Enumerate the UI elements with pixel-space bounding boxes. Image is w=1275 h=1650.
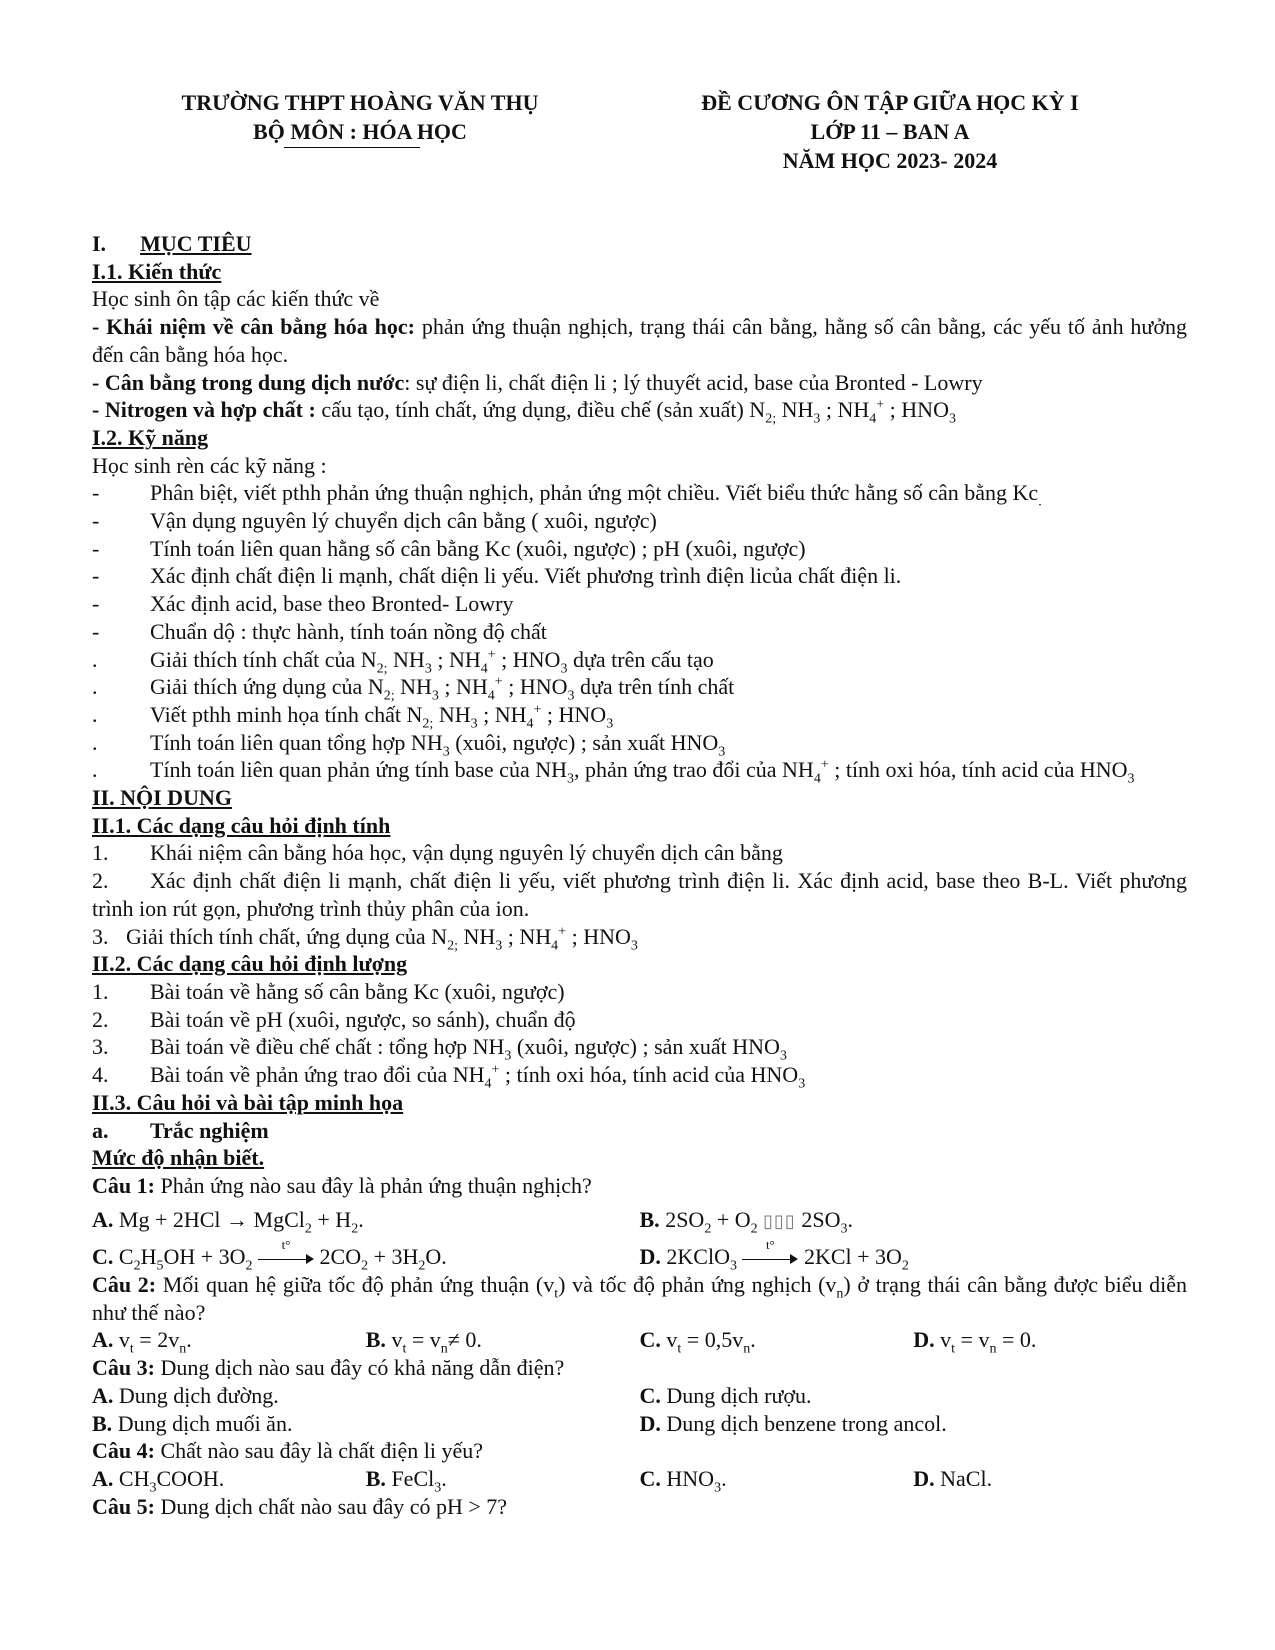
question-label: Câu 3: — [92, 1355, 155, 1381]
question-text: Chất nào sau đây là chất điện li yếu? — [154, 1438, 484, 1464]
knowledge-item-1-text: phản ứng thuận nghịch, trạng thái cân bằng, hằng số cân bằng, các yếu tố ảnh hưởng đến cân bằng hóa học. — [92, 314, 1187, 367]
skill-text: Tính toán liên quan tổng hợp NH — [150, 729, 443, 755]
option-d: D. Dung dịch benzene trong ancol. — [639, 1410, 947, 1436]
list-dash: - — [92, 480, 100, 506]
question-1-options-row-2 — [92, 1237, 1187, 1274]
skill-text: (xuôi, ngược) ; sản xuất HNO — [449, 729, 719, 755]
skill-text: dựa trên tính chất — [574, 674, 735, 700]
section-1-heading — [92, 230, 1187, 258]
item-text: Giải thích tính chất, ứng dụng của — [126, 923, 432, 949]
difficulty-level: Mức độ nhận biết. — [92, 1145, 265, 1171]
skill-text: dựa trên cấu tạo — [567, 646, 714, 672]
knowledge-item-1 — [92, 313, 1187, 368]
skills-heading: I.2. Kỹ năng — [92, 424, 209, 450]
qualitative-item: 3. Giải thích tính chất, ứng dụng của $N_{2;}$ $NH_3$ ; $NH_4^+$ ; $HNO_3$ — [92, 923, 638, 953]
skill-item: . Giải thích ứng dụng của $N_{2;}$ $NH_3$ ; $NH_4^+$ ; $HNO_3$ dựa trên tính chất — [92, 674, 735, 704]
qualitative-heading: II.1. Các dạng câu hỏi định tính — [92, 812, 391, 838]
skill-text: Tính toán liên quan hằng số cân bằng Kc (xuôi, ngược) ; pH (xuôi, ngược) — [150, 535, 806, 561]
skill-item — [92, 507, 1187, 535]
item-text: ; tính oxi hóa, tính acid của HNO — [499, 1062, 799, 1088]
option-a: A. $v_t = 2v_n$. — [92, 1327, 192, 1357]
option-d: D. 2KClO$_3$ t° $2KCl + 3O_2$ — [639, 1237, 909, 1274]
knowledge-item-2-label: - Cân bằng trong dung dịch nước — [92, 369, 405, 395]
option-b: B. $2SO_2 + O_2$ ▯▯▯ $2SO_3$. — [639, 1206, 853, 1236]
option-a: A. Dung dịch đường. — [92, 1382, 279, 1408]
item-text: Bài toán về pH (xuôi, ngược, so sánh), chuẩn độ — [150, 1006, 576, 1032]
skill-item: . Giải thích tính chất của $N_{2;}$ $NH_3$ ; $NH_4^+$ ; $HNO_3$ dựa trên cấu tạo — [92, 646, 714, 676]
section-1-title: MỤC TIÊU — [140, 231, 252, 256]
knowledge-item-2-text: : sự điện li, chất điện li ; lý thuyết acid, base của Bronted - Lowry — [404, 369, 983, 395]
option-d: D. NaCl. — [913, 1465, 993, 1491]
item-number: 2. — [92, 868, 109, 894]
option-c: C. $v_t = 0,5v_n$. — [639, 1327, 756, 1357]
question-1 — [92, 1172, 1187, 1200]
formula-n2: $N_2$ — [749, 397, 773, 427]
skill-text: Viết pthh minh họa tính chất — [150, 701, 407, 727]
skill-item — [92, 562, 1187, 590]
list-dot: . — [92, 646, 98, 672]
document-body — [92, 230, 1187, 1520]
skill-text: Tính toán liên quan phản ứng tính base của NH — [150, 757, 567, 783]
header-right — [650, 88, 1130, 175]
qualitative-item — [92, 839, 1187, 867]
item-text: Khái niệm cân bằng hóa học, vận dụng nguyên lý chuyển dịch cân bằng — [150, 840, 783, 866]
item-number: 2. — [92, 1006, 109, 1032]
school-year: NĂM HỌC 2023- 2024 — [782, 148, 998, 173]
question-2: Câu 2: Mối quan hệ giữa tốc độ phản ứng thuận $(v_t)$ và tốc độ phản ứng nghịch $(v_n)$ ở trạng thái cân bằng được biểu diễn như thế nào? — [92, 1272, 1188, 1325]
question-label: Câu 4: — [92, 1438, 155, 1464]
list-dash: - — [92, 563, 100, 589]
skill-item — [92, 479, 1187, 510]
item-number: 1. — [92, 840, 109, 866]
item-text: Bài toán về phản ứng trao đổi của NH — [150, 1062, 485, 1088]
item-text: Bài toán về hằng số cân bằng Kc (xuôi, ngược) — [150, 978, 565, 1004]
item-text: Xác định chất điện li mạnh, chất điện li yếu, viết phương trình điện li. Xác định acid, base theo B-L. Viết phương trình ion rút gọn, phương trình thủy phân của ion. — [92, 868, 1187, 921]
multiple-choice-heading — [92, 1117, 1187, 1145]
item-number: 1. — [92, 978, 109, 1004]
header-underline — [284, 147, 420, 148]
option-a: A. Mg + 2HCl → MgCl$_2$ + $H_2$. — [92, 1206, 364, 1236]
formula-separator: ; — [772, 411, 777, 427]
item-text: Bài toán về điều chế chất : tổng hợp NH — [150, 1034, 505, 1060]
list-dash: - — [92, 508, 100, 534]
skill-text: ; tính oxi hóa, tính acid của HNO — [828, 757, 1128, 783]
section-2-heading: II. NỘI DUNG — [92, 785, 232, 811]
question-3 — [92, 1354, 1187, 1382]
quantitative-item: 3. Bài toán về điều chế chất : tổng hợp $NH_3$ (xuôi, ngược) ; sản xuất $HNO_3$ — [92, 1034, 787, 1064]
item-letter: a. — [92, 1117, 109, 1143]
skill-item: . Viết pthh minh họa tính chất $N_{2;}$ $NH_3$ ; $NH_4^+$ ; $HNO_3$ — [92, 701, 614, 732]
option-b: B. Dung dịch muối ăn. — [92, 1410, 293, 1436]
skill-text: Giải thích tính chất của — [150, 646, 361, 672]
qualitative-item — [92, 867, 1187, 922]
item-number: 3. — [92, 1034, 109, 1060]
question-2-options — [92, 1326, 1187, 1357]
formula-separator: ; — [820, 397, 838, 423]
reaction-arrow: t° — [742, 1252, 798, 1266]
grade: LỚP 11 – BAN A — [810, 119, 970, 144]
skill-text: Xác định acid, base theo Bronted- Lowry — [150, 591, 514, 617]
option-d: D. $v_t = v_n = 0$. — [913, 1327, 1037, 1357]
skill-item — [92, 535, 1187, 563]
section-1-number: I. — [92, 231, 107, 256]
header-left — [150, 88, 570, 148]
skill-text: Vận dụng nguyên lý chuyển dịch cân bằng ( xuôi, ngược) — [150, 508, 657, 534]
quantitative-item — [92, 1006, 1187, 1034]
question-label: Câu 1: — [92, 1172, 155, 1198]
quantitative-item: 4. Bài toán về phản ứng trao đổi của $NH_4^+$ ; tính oxi hóa, tính acid của $HNO_3$ — [92, 1062, 806, 1092]
quantitative-heading: II.2. Các dạng câu hỏi định lượng — [92, 951, 408, 977]
skill-text: Phân biệt, viết pthh phản ứng thuận nghịch, phản ứng một chiều. Viết biểu thức hằng số cân bằng Kc — [150, 480, 1039, 506]
knowledge-heading: I.1. Kiến thức — [92, 258, 222, 284]
skill-item: . Tính toán liên quan phản ứng tính base của $NH_3$, phản ứng trao đổi của $NH_4^+$ ; tính oxi hóa, tính acid của $HNO_3$ — [92, 757, 1135, 787]
missing-glyph-boxes: ▯▯▯ — [763, 1210, 796, 1232]
list-dot: . — [92, 757, 98, 783]
question-3-options-row-1 — [92, 1382, 1187, 1410]
option-c: C. $C_2H_5OH + 3O_2$ t° $2CO_2 + 3H_2O$. — [92, 1237, 447, 1274]
question-text: Dung dịch nào sau đây có khả năng dẫn điện? — [154, 1355, 565, 1381]
item-number: 4. — [92, 1062, 109, 1088]
list-dash: - — [92, 535, 100, 561]
list-dash: - — [92, 591, 100, 617]
formula-hno3: $HNO_3$ — [901, 397, 956, 427]
department: BỘ MÔN : HÓA HỌC — [253, 119, 467, 144]
option-c: C. $HNO_3$. — [639, 1465, 727, 1496]
skill-text: Xác định chất điện li mạnh, chất diện li yếu. Viết phương trình điện licủa chất điện li. — [150, 563, 902, 589]
skills-intro: Học sinh rèn các kỹ năng : — [92, 452, 327, 478]
school-name: TRƯỜNG THPT HOÀNG VĂN THỤ — [181, 90, 539, 115]
knowledge-item-1-label: - Khái niệm về cân bằng hóa học: — [92, 314, 415, 340]
question-text: Dung dịch chất nào sau đây có pH > 7? — [154, 1493, 508, 1519]
knowledge-intro: Học sinh ôn tập các kiến thức về — [92, 286, 380, 312]
formula-separator: ; — [884, 397, 902, 423]
knowledge-item-3-text: cấu tạo, tính chất, ứng dụng, điều chế (sản xuất) — [315, 397, 750, 423]
item-text: (xuôi, ngược) ; sản xuất HNO — [511, 1034, 780, 1060]
question-4 — [92, 1437, 1187, 1465]
list-dot: . — [92, 729, 98, 755]
knowledge-item-3 — [92, 396, 1187, 427]
skill-item: . Tính toán liên quan tổng hợp $NH_3$ (xuôi, ngược) ; sản xuất $HNO_3$ — [92, 729, 726, 760]
examples-heading: II.3. Câu hỏi và bài tập minh họa — [92, 1089, 404, 1115]
question-label: Câu 2: — [92, 1272, 157, 1298]
item-text: Trắc nghiệm — [150, 1117, 269, 1143]
option-b: B. FeCl$_3$. — [365, 1465, 447, 1496]
skill-item — [92, 590, 1187, 618]
knowledge-item-2 — [92, 369, 1187, 397]
option-a: A. $CH_3COOH$. — [92, 1465, 225, 1496]
question-text: Phản ứng nào sau đây là phản ứng thuận nghịch? — [154, 1172, 592, 1198]
skill-text: , phản ứng trao đổi của NH — [574, 757, 814, 783]
list-dot: . — [92, 674, 98, 700]
question-4-options — [92, 1465, 1187, 1496]
formula-nh3: $NH_3$ — [781, 397, 821, 427]
knowledge-item-3-label: - Nitrogen và hợp chất : — [92, 397, 316, 423]
question-3-options-row-2 — [92, 1410, 1187, 1438]
question-1-options-row-1 — [92, 1206, 1187, 1236]
skill-text: Giải thích ứng dụng của — [150, 674, 368, 700]
formula-nh4: $NH_4^+$ — [837, 397, 885, 427]
skill-item — [92, 618, 1187, 646]
option-b: B. $v_t = v_n\ne 0$. — [365, 1327, 482, 1357]
document-title: ĐỀ CƯƠNG ÔN TẬP GIỮA HỌC KỲ I — [701, 90, 1079, 115]
reaction-arrow: t° — [258, 1252, 314, 1266]
question-5 — [92, 1493, 1187, 1521]
trailing-dot: . — [1038, 494, 1042, 510]
quantitative-item — [92, 978, 1187, 1006]
list-dash: - — [92, 618, 100, 644]
question-label: Câu 5: — [92, 1493, 155, 1519]
skill-text: Chuẩn dộ : thực hành, tính toán nồng độ chất — [150, 618, 547, 644]
item-number: 3. — [92, 923, 109, 949]
list-dot: . — [92, 701, 98, 727]
option-c: C. Dung dịch rượu. — [639, 1382, 812, 1408]
